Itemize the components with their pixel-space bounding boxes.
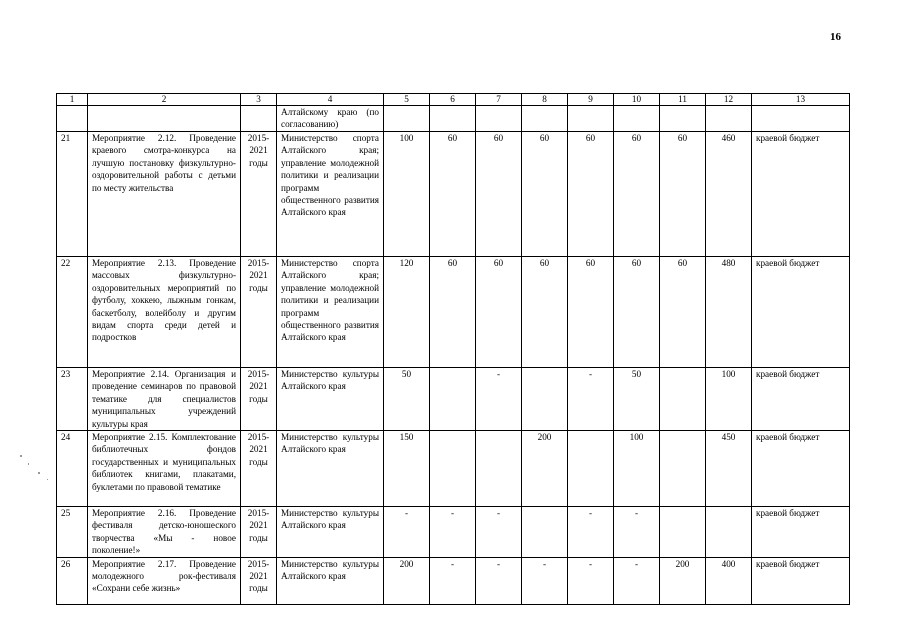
amount-cell [706, 106, 752, 132]
activity-name: Мероприятие 2.14. Организация и проведение семинаров по правовой тематике для специалистов муниципальных учреждений культуры края [88, 368, 241, 431]
header-cell: 8 [522, 94, 568, 106]
activity-name [88, 106, 241, 132]
row-number [57, 106, 88, 132]
header-cell: 7 [476, 94, 522, 106]
amount-cell: 60 [430, 132, 476, 257]
scan-speck [20, 455, 22, 457]
executor-cell: Министерство культуры Алтайского края [277, 507, 384, 558]
activity-name: Мероприятие 2.15. Комплектование библиотечных фондов государственных и муниципальных библиотек книгами, плакатами, буклетами по правовой тематике [88, 431, 241, 507]
period-cell: 2015-2021 годы [241, 557, 277, 604]
amount-cell: - [430, 507, 476, 558]
amount-cell [568, 431, 614, 507]
amount-cell [614, 106, 660, 132]
amount-cell: 60 [430, 257, 476, 368]
amount-cell [476, 431, 522, 507]
executor-cell: Алтайскому краю (по согласованию) [277, 106, 384, 132]
amount-cell [660, 507, 706, 558]
amount-cell: - [384, 507, 430, 558]
table-row [57, 132, 850, 257]
amount-cell: 400 [706, 557, 752, 604]
amount-cell: 120 [384, 257, 430, 368]
row-number: 26 [57, 557, 88, 604]
activity-name: Мероприятие 2.12. Проведение краевого смотра-конкурса на лучшую постановку физкультурно-оздоровительной работы с детьми по месту жительства [88, 132, 241, 257]
period-cell: 2015-2021 годы [241, 368, 277, 431]
amount-cell: 60 [522, 132, 568, 257]
funding-source: краевой бюджет [752, 507, 850, 558]
amount-cell: 50 [384, 368, 430, 431]
amount-cell: 60 [660, 132, 706, 257]
amount-cell [522, 106, 568, 132]
amount-cell [706, 507, 752, 558]
funding-source: краевой бюджет [752, 132, 850, 257]
funding-source: краевой бюджет [752, 557, 850, 604]
executor-cell: Министерство спорта Алтайского края; управление молодежной политики и реализации программ общественного развития Алтайского края [277, 132, 384, 257]
header-cell: 6 [430, 94, 476, 106]
amount-cell [476, 106, 522, 132]
program-activities-table [56, 93, 850, 605]
row-number: 25 [57, 507, 88, 558]
amount-cell: - [568, 507, 614, 558]
header-cell: 2 [88, 94, 241, 106]
scan-speck [38, 472, 40, 474]
amount-cell [522, 507, 568, 558]
amount-cell: 200 [384, 557, 430, 604]
amount-cell: 200 [660, 557, 706, 604]
funding-source [752, 106, 850, 132]
amount-cell [430, 431, 476, 507]
amount-cell: 60 [614, 257, 660, 368]
amount-cell: 450 [706, 431, 752, 507]
amount-cell: 480 [706, 257, 752, 368]
amount-cell: - [476, 507, 522, 558]
funding-source: краевой бюджет [752, 257, 850, 368]
table-row [57, 431, 850, 507]
page-number: 16 [830, 31, 841, 43]
amount-cell [660, 368, 706, 431]
amount-cell: 200 [522, 431, 568, 507]
amount-cell: 150 [384, 431, 430, 507]
period-cell: 2015-2021 годы [241, 257, 277, 368]
amount-cell: 100 [614, 431, 660, 507]
header-cell: 12 [706, 94, 752, 106]
header-cell: 3 [241, 94, 277, 106]
amount-cell: 100 [384, 132, 430, 257]
continuation-row [57, 106, 850, 132]
table-header-row [57, 94, 850, 106]
amount-cell [660, 431, 706, 507]
amount-cell: 460 [706, 132, 752, 257]
row-number: 21 [57, 132, 88, 257]
funding-source: краевой бюджет [752, 368, 850, 431]
amount-cell [522, 368, 568, 431]
activity-name: Мероприятие 2.17. Проведение молодежного рок-фестиваля «Сохрани себе жизнь» [88, 557, 241, 604]
amount-cell [660, 106, 706, 132]
amount-cell [430, 106, 476, 132]
amount-cell: - [476, 368, 522, 431]
amount-cell: - [614, 507, 660, 558]
activity-name: Мероприятие 2.13. Проведение массовых физкультурно-оздоровительных мероприятий по футболу, хоккею, лыжным гонкам, баскетболу, волейболу и другим видам спорта среди детей и подростков [88, 257, 241, 368]
header-cell: 11 [660, 94, 706, 106]
activity-name: Мероприятие 2.16. Проведение фестиваля детско-юношеского творчества «Мы - новое поколение!» [88, 507, 241, 558]
amount-cell: - [568, 557, 614, 604]
amount-cell [384, 106, 430, 132]
row-number: 22 [57, 257, 88, 368]
header-cell: 5 [384, 94, 430, 106]
executor-cell: Министерство культуры Алтайского края [277, 431, 384, 507]
header-cell: 9 [568, 94, 614, 106]
header-cell: 13 [752, 94, 850, 106]
amount-cell [568, 106, 614, 132]
amount-cell: 50 [614, 368, 660, 431]
amount-cell: - [476, 557, 522, 604]
period-cell: 2015-2021 годы [241, 431, 277, 507]
table-row [57, 257, 850, 368]
amount-cell: 60 [568, 257, 614, 368]
period-cell [241, 106, 277, 132]
amount-cell [430, 368, 476, 431]
amount-cell: - [568, 368, 614, 431]
header-cell: 4 [277, 94, 384, 106]
amount-cell: - [430, 557, 476, 604]
table-row [57, 507, 850, 558]
amount-cell: 60 [522, 257, 568, 368]
period-cell: 2015-2021 годы [241, 507, 277, 558]
amount-cell: 60 [660, 257, 706, 368]
funding-source: краевой бюджет [752, 431, 850, 507]
scan-speck [28, 463, 29, 465]
table-row [57, 557, 850, 604]
amount-cell: 100 [706, 368, 752, 431]
amount-cell: 60 [568, 132, 614, 257]
header-cell: 10 [614, 94, 660, 106]
executor-cell: Министерство культуры Алтайского края [277, 557, 384, 604]
amount-cell: 60 [476, 132, 522, 257]
scan-speck [47, 479, 48, 480]
amount-cell: 60 [614, 132, 660, 257]
table-row [57, 368, 850, 431]
executor-cell: Министерство культуры Алтайского края [277, 368, 384, 431]
row-number: 24 [57, 431, 88, 507]
row-number: 23 [57, 368, 88, 431]
amount-cell: 60 [476, 257, 522, 368]
amount-cell: - [522, 557, 568, 604]
executor-cell: Министерство спорта Алтайского края; управление молодежной политики и реализации программ общественного развития Алтайского края [277, 257, 384, 368]
header-cell: 1 [57, 94, 88, 106]
period-cell: 2015-2021 годы [241, 132, 277, 257]
amount-cell: - [614, 557, 660, 604]
